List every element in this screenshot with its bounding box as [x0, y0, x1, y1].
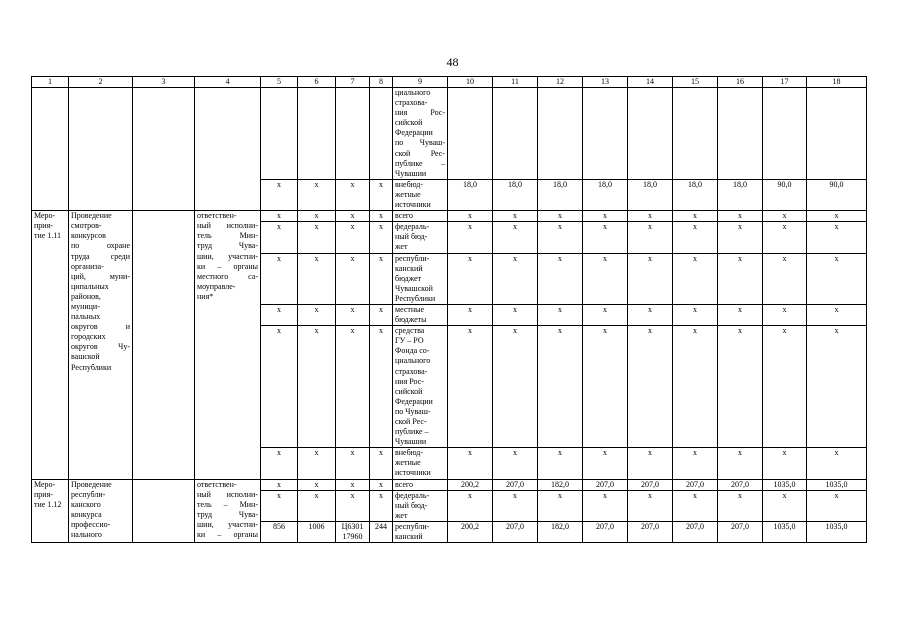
code-cell: х — [261, 304, 298, 325]
column-number-header — [32, 77, 867, 88]
funding-source-cell: средства ГУ – РО Фонда со- циального страхова- ния Рос- сийской Федерации по Чуваш- ской Рес- публике – Чувашии — [393, 326, 448, 448]
code-cell: х — [298, 326, 336, 448]
code-cell: х — [298, 253, 336, 304]
executor-line: ки – органы — [197, 530, 258, 540]
value-cell: х — [583, 304, 628, 325]
executor-line: ки – органы — [197, 261, 258, 271]
value-cell: х — [718, 448, 763, 479]
code-cell: х — [370, 479, 393, 490]
program-table — [31, 76, 867, 543]
code-cell: х — [370, 211, 393, 222]
value-cell: 207,0 — [673, 479, 718, 490]
funding-source-cell: федераль- ный бюд- жет — [393, 222, 448, 253]
code-cell: х — [298, 490, 336, 521]
value-cell: х — [628, 222, 673, 253]
code-cell: х — [298, 479, 336, 490]
measure-name-line: нального — [71, 530, 102, 540]
value-cell: 18,0 — [583, 179, 628, 210]
value-cell: х — [448, 253, 493, 304]
code-cell — [370, 88, 393, 180]
col-header: 8 — [370, 77, 393, 88]
value-cell — [448, 88, 493, 180]
source-line: Чувашии — [395, 168, 427, 178]
measure-name-cell — [69, 211, 133, 479]
code-cell: х — [336, 179, 370, 210]
measure-name-line: конкурсов — [71, 231, 106, 241]
value-cell: х — [583, 211, 628, 222]
code-cell: 1006 — [298, 521, 336, 542]
measure-name-cell — [69, 479, 133, 543]
measure-name-line: конкурса — [71, 509, 102, 519]
value-cell: 18,0 — [448, 179, 493, 210]
source-line: страхова- — [395, 98, 428, 108]
measure-name-line: городских — [71, 332, 106, 342]
code-cell: х — [370, 179, 393, 210]
col-header: 13 — [583, 77, 628, 88]
value-cell: 207,0 — [628, 479, 673, 490]
measure-number-line: тие 1.11 — [34, 231, 62, 241]
value-cell — [718, 88, 763, 180]
value-cell: 207,0 — [583, 479, 628, 490]
value-cell: х — [718, 253, 763, 304]
value-cell: 18,0 — [493, 179, 538, 210]
funding-source-cell: республи- канский бюджет Чувашской Республики — [393, 253, 448, 304]
code-cell: х — [370, 448, 393, 479]
value-cell: х — [807, 222, 867, 253]
source-line: циального — [395, 88, 431, 97]
value-cell: х — [493, 326, 538, 448]
value-cell — [763, 88, 807, 180]
value-cell: х — [538, 448, 583, 479]
value-cell: х — [538, 211, 583, 222]
code-cell: х — [336, 479, 370, 490]
executor-cell — [195, 88, 261, 211]
col-header: 10 — [448, 77, 493, 88]
value-cell: х — [763, 304, 807, 325]
measure-name-line: районов, — [71, 291, 101, 301]
code-cell: х — [298, 222, 336, 253]
measure-name-line: республи- — [71, 489, 106, 499]
code-cell — [261, 88, 298, 180]
source-line: публике – — [395, 158, 445, 168]
measure-name-line: смотров- — [71, 221, 102, 231]
executor-line: шии, участни- — [197, 519, 258, 529]
value-cell: х — [583, 222, 628, 253]
value-cell: 18,0 — [673, 179, 718, 210]
executor-line: ответствен- — [197, 479, 237, 489]
measure-number-cell — [32, 479, 69, 543]
code-cell: 856 — [261, 521, 298, 542]
value-cell: 18,0 — [628, 179, 673, 210]
code-cell: х — [261, 222, 298, 253]
code-cell: х — [370, 253, 393, 304]
value-cell: 207,0 — [493, 479, 538, 490]
value-cell: 207,0 — [673, 521, 718, 542]
value-cell: х — [763, 326, 807, 448]
indicator-cell — [133, 88, 195, 211]
value-cell: х — [763, 490, 807, 521]
col-header: 15 — [673, 77, 718, 88]
code-cell — [298, 88, 336, 180]
indicator-cell — [133, 479, 195, 543]
measure-number-line: Меро- — [34, 211, 56, 221]
value-cell: 207,0 — [628, 521, 673, 542]
value-cell: 1035,0 — [763, 479, 807, 490]
value-cell: х — [673, 222, 718, 253]
col-header: 7 — [336, 77, 370, 88]
code-cell: х — [336, 326, 370, 448]
measure-name-line: канского — [71, 499, 101, 509]
value-cell: 207,0 — [583, 521, 628, 542]
code-cell: Ц6301 17960 — [336, 521, 370, 542]
value-cell: 200,2 — [448, 521, 493, 542]
code-cell: х — [336, 304, 370, 325]
value-cell: х — [807, 490, 867, 521]
col-header: 17 — [763, 77, 807, 88]
value-cell — [628, 88, 673, 180]
col-header: 11 — [493, 77, 538, 88]
value-cell: х — [538, 222, 583, 253]
measure-name-line: округов Чу- — [71, 342, 130, 352]
value-cell: х — [628, 448, 673, 479]
executor-line: моуправле- — [197, 281, 236, 291]
value-cell: х — [538, 304, 583, 325]
funding-source-cell: внебюд- жетные источники — [393, 448, 448, 479]
code-cell: х — [298, 179, 336, 210]
col-header: 4 — [195, 77, 261, 88]
measure-number-line: тие 1.12 — [34, 499, 62, 509]
code-cell: х — [370, 326, 393, 448]
value-cell: х — [628, 211, 673, 222]
measure-number-cell — [32, 88, 69, 211]
col-header: 3 — [133, 77, 195, 88]
code-cell: х — [298, 304, 336, 325]
value-cell: 207,0 — [718, 479, 763, 490]
code-cell: х — [261, 211, 298, 222]
executor-line: ния* — [197, 291, 214, 301]
source-line: сийской — [395, 118, 423, 128]
measure-number-line: прия- — [34, 221, 53, 231]
executor-line: ответствен- — [197, 211, 237, 221]
value-cell: х — [448, 222, 493, 253]
funding-source-cell: всего — [393, 211, 448, 222]
value-cell: х — [448, 448, 493, 479]
executor-line: тель Мин- — [197, 231, 258, 241]
value-cell — [583, 88, 628, 180]
code-cell: х — [261, 490, 298, 521]
value-cell: х — [673, 490, 718, 521]
value-cell: х — [583, 326, 628, 448]
value-cell: 1035,0 — [807, 521, 867, 542]
code-cell: х — [298, 211, 336, 222]
col-header: 16 — [718, 77, 763, 88]
code-cell: х — [261, 479, 298, 490]
value-cell: х — [448, 304, 493, 325]
measure-number-cell — [32, 211, 69, 479]
code-cell: х — [370, 304, 393, 325]
table-row — [32, 211, 867, 222]
measure-number-line: Меро- — [34, 479, 56, 489]
value-cell: 90,0 — [807, 179, 867, 210]
value-cell: 182,0 — [538, 521, 583, 542]
code-cell: х — [370, 222, 393, 253]
code-cell: 244 — [370, 521, 393, 542]
col-header: 18 — [807, 77, 867, 88]
funding-source-cell: республи- канский — [393, 521, 448, 542]
code-cell: х — [261, 179, 298, 210]
executor-line: ный исполни- — [197, 489, 258, 499]
value-cell: х — [493, 304, 538, 325]
funding-source-cell — [393, 88, 448, 180]
value-cell: х — [763, 211, 807, 222]
value-cell: 207,0 — [718, 521, 763, 542]
code-cell: х — [370, 490, 393, 521]
code-cell — [336, 88, 370, 180]
funding-source-cell: всего — [393, 479, 448, 490]
col-header: 1 — [32, 77, 69, 88]
value-cell — [673, 88, 718, 180]
value-cell: х — [583, 490, 628, 521]
value-cell: 207,0 — [493, 521, 538, 542]
value-cell: 18,0 — [538, 179, 583, 210]
measure-number-line: прия- — [34, 489, 53, 499]
value-cell: х — [493, 253, 538, 304]
value-cell: х — [673, 326, 718, 448]
value-cell: 1035,0 — [807, 479, 867, 490]
value-cell: х — [807, 304, 867, 325]
code-cell: х — [261, 326, 298, 448]
value-cell: х — [763, 253, 807, 304]
value-cell: 90,0 — [763, 179, 807, 210]
value-cell — [538, 88, 583, 180]
code-cell: х — [261, 253, 298, 304]
value-cell: х — [628, 253, 673, 304]
value-cell: 1035,0 — [763, 521, 807, 542]
measure-name-line: вашской — [71, 352, 100, 362]
executor-line: ный исполни- — [197, 221, 258, 231]
measure-name-line: пальных — [71, 312, 101, 322]
value-cell: х — [448, 490, 493, 521]
measure-name-line: ципальных — [71, 281, 109, 291]
value-cell: х — [763, 222, 807, 253]
funding-source-cell: внебюд- жетные источники — [393, 179, 448, 210]
measure-name-line: Республики — [71, 362, 112, 372]
value-cell: х — [448, 326, 493, 448]
value-cell: х — [807, 211, 867, 222]
measure-name-line: Проведение — [71, 479, 112, 489]
value-cell: х — [807, 448, 867, 479]
value-cell: х — [583, 253, 628, 304]
code-cell: х — [261, 448, 298, 479]
value-cell: х — [718, 490, 763, 521]
value-cell: х — [538, 490, 583, 521]
col-header: 9 — [393, 77, 448, 88]
measure-name-line: округов и — [71, 322, 130, 332]
code-cell: х — [336, 448, 370, 479]
page-number: 48 — [446, 55, 459, 69]
value-cell: х — [628, 326, 673, 448]
value-cell: х — [493, 211, 538, 222]
value-cell: х — [448, 211, 493, 222]
code-cell: х — [336, 222, 370, 253]
value-cell: х — [763, 448, 807, 479]
value-cell: 200,2 — [448, 479, 493, 490]
col-header: 5 — [261, 77, 298, 88]
value-cell: х — [673, 253, 718, 304]
source-line: ской Рес- — [395, 148, 445, 158]
value-cell: х — [718, 326, 763, 448]
measure-name-line: Проведение — [71, 211, 112, 221]
col-header: 14 — [628, 77, 673, 88]
source-line: ния Рос- — [395, 108, 445, 118]
executor-cell — [195, 211, 261, 479]
measure-name-line: муници- — [71, 301, 100, 311]
value-cell: х — [718, 211, 763, 222]
code-cell: х — [298, 448, 336, 479]
value-cell: х — [807, 326, 867, 448]
measure-name-line: по охране — [71, 241, 130, 251]
executor-line: местного са- — [197, 271, 258, 281]
funding-source-cell: местные бюджеты — [393, 304, 448, 325]
value-cell: х — [718, 304, 763, 325]
measure-name-cell — [69, 88, 133, 211]
value-cell — [807, 88, 867, 180]
value-cell: х — [628, 304, 673, 325]
table-row — [32, 88, 867, 180]
executor-line: труд Чува- — [197, 241, 258, 251]
funding-source-cell: федераль- ный бюд- жет — [393, 490, 448, 521]
col-header: 12 — [538, 77, 583, 88]
code-cell: х — [336, 253, 370, 304]
measure-name-line: профессио- — [71, 519, 111, 529]
executor-line: труд Чува- — [197, 509, 258, 519]
value-cell: х — [673, 448, 718, 479]
code-cell: х — [336, 211, 370, 222]
code-cell: х — [336, 490, 370, 521]
value-cell: х — [718, 222, 763, 253]
measure-name-line: организа- — [71, 261, 104, 271]
col-header: 2 — [69, 77, 133, 88]
executor-line: тель – Мин- — [197, 499, 258, 509]
value-cell: х — [493, 222, 538, 253]
value-cell: х — [493, 448, 538, 479]
table-row — [32, 479, 867, 490]
value-cell: х — [807, 253, 867, 304]
source-line: Федерации — [395, 128, 433, 138]
value-cell — [493, 88, 538, 180]
value-cell: х — [583, 448, 628, 479]
value-cell: х — [673, 304, 718, 325]
value-cell: х — [538, 253, 583, 304]
executor-cell — [195, 479, 261, 543]
value-cell: х — [538, 326, 583, 448]
measure-name-line: труда среди — [71, 251, 130, 261]
indicator-cell — [133, 211, 195, 479]
value-cell: х — [628, 490, 673, 521]
value-cell: 18,0 — [718, 179, 763, 210]
value-cell: 182,0 — [538, 479, 583, 490]
source-line: по Чуваш- — [395, 138, 445, 148]
measure-name-line: ций, муни- — [71, 271, 130, 281]
col-header: 6 — [298, 77, 336, 88]
executor-line: шии, участни- — [197, 251, 258, 261]
value-cell: х — [673, 211, 718, 222]
value-cell: х — [493, 490, 538, 521]
